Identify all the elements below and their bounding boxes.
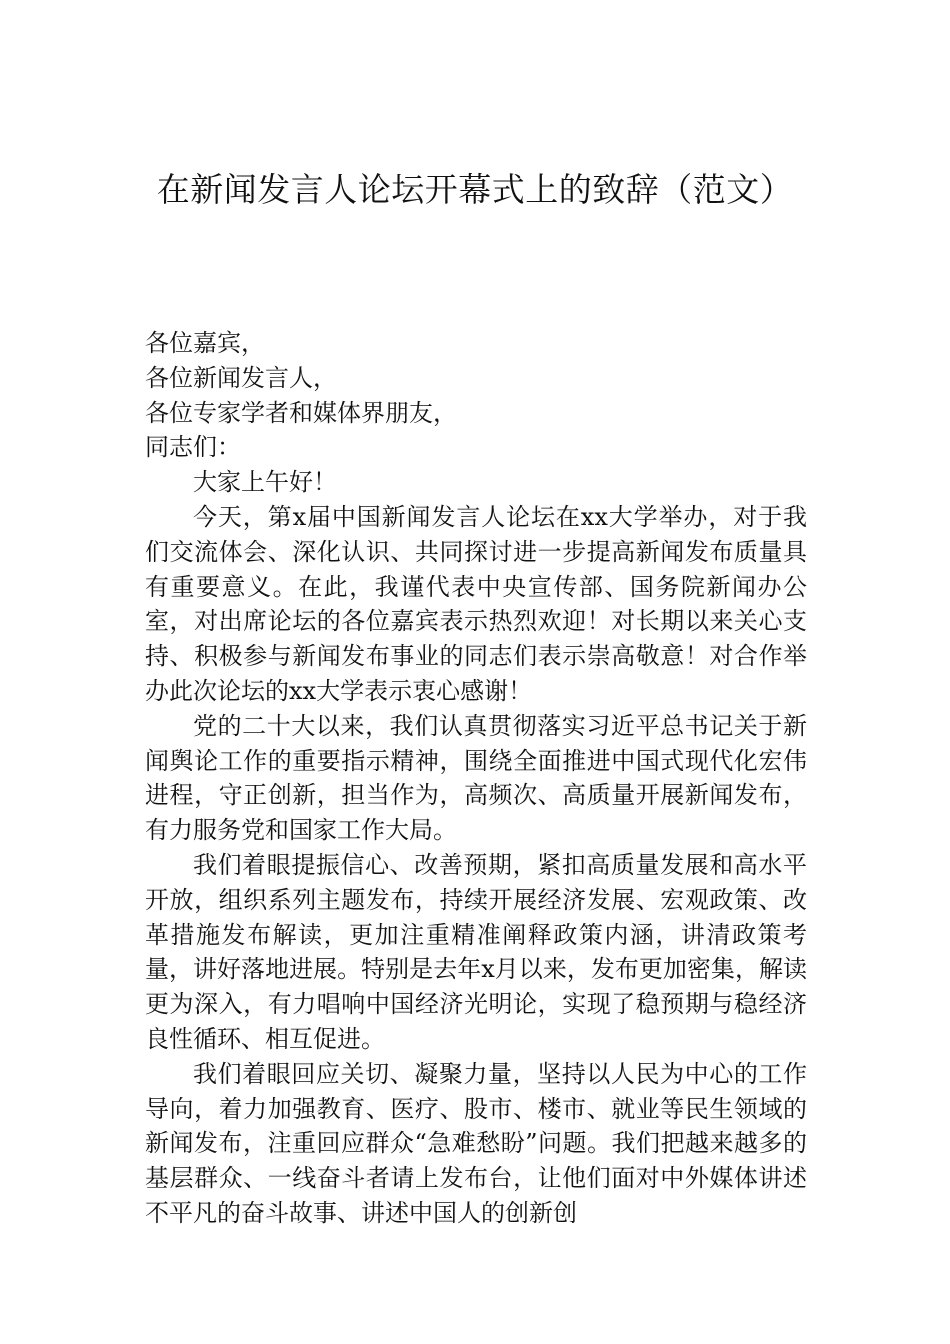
document-body bbox=[145, 326, 807, 1231]
greeting-paragraph: 大家上午好！ bbox=[193, 468, 337, 497]
salutation-line: 各位嘉宾， bbox=[145, 329, 265, 357]
body-paragraph: 党的二十大以来，我们认真贯彻落实习近平总书记关于新闻舆论工作的重要指示精神，围绕全面推进中国式现代化宏伟进程，守正创新，担当作为，高频次、高质量开展新闻发布，有力服务党和国家工作大局。 bbox=[145, 711, 807, 845]
salutation-line: 各位专家学者和媒体界朋友， bbox=[145, 398, 457, 427]
body-paragraph: 我们着眼回应关切、凝聚力量，坚持以人民为中心的工作导向，着力加强教育、医疗、股市、楼市、就业等民生领域的新闻发布，注重回应群众“急难愁盼”问题。我们把越来越多的基层群众、一线奋斗者请上发布台，让他们面对中外媒体讲述不平凡的奋斗故事、讲述中国人的创新创 bbox=[145, 1059, 807, 1227]
body-paragraph: 我们着眼提振信心、改善预期，紧扣高质量发展和高水平开放，组织系列主题发布，持续开展经济发展、宏观政策、改革措施发布解读，更加注重精准阐释政策内涵，讲清政策考量，讲好落地进展。特别是去年x月以来，发布更加密集，解读更为深入，有力唱响中国经济光明论，实现了稳预期与稳经济良性循环、相互促进。 bbox=[145, 850, 807, 1053]
document-title: 在新闻发言人论坛开幕式上的致辞（范文） bbox=[156, 170, 794, 209]
salutation-line: 同志们： bbox=[145, 433, 241, 462]
salutation-line: 各位新闻发言人， bbox=[145, 363, 337, 392]
body-paragraph: 今天，第x届中国新闻发言人论坛在xx大学举办，对于我们交流体会、深化认识、共同探讨进一步提高新闻发布质量具有重要意义。在此，我谨代表中央宣传部、国务院新闻办公室，对出席论坛的各位嘉宾表示热烈欢迎！对长期以来关心支持、积极参与新闻发布事业的同志们表示崇高敬意！对合作举办此次论坛的xx大学表示衷心感谢！ bbox=[145, 502, 807, 705]
